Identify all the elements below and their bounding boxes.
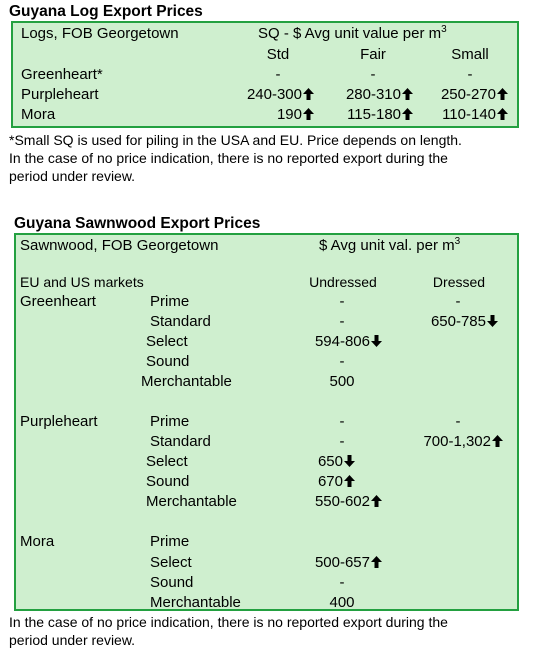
log-footnote: *Small SQ is used for piling in the USA and EU. Price depends on length. bbox=[9, 132, 462, 148]
sawn-grade-label: Select bbox=[146, 453, 188, 470]
sawn-cell: 500-657 bbox=[315, 554, 382, 572]
sawn-grade-label: Prime bbox=[150, 293, 190, 310]
sawn-grade-label: Sound bbox=[146, 353, 190, 370]
sawn-cell: 594-806 bbox=[315, 333, 382, 351]
sawn-grade-label: Standard bbox=[150, 433, 211, 450]
arrow-up-icon bbox=[497, 108, 508, 120]
log-col-small: Small bbox=[451, 46, 489, 63]
sawn-cell: 700-1,302 bbox=[423, 433, 503, 451]
sawn-grade-label: Merchantable bbox=[146, 493, 237, 510]
sawn-table-title: Guyana Sawnwood Export Prices bbox=[14, 215, 261, 232]
sawn-cell: 400 bbox=[329, 594, 355, 611]
arrow-up-icon bbox=[303, 108, 314, 120]
arrow-down-icon bbox=[487, 315, 498, 327]
sawn-species-name: Mora bbox=[20, 533, 55, 550]
arrow-down-icon bbox=[371, 335, 382, 347]
sawn-species-name: Greenheart bbox=[20, 293, 96, 310]
arrow-up-icon bbox=[303, 88, 314, 100]
sawn-cell: - bbox=[339, 353, 345, 370]
sawn-species-name: Purpleheart bbox=[20, 413, 98, 430]
log-footnote: In the case of no price indication, there is no reported export during the bbox=[9, 150, 448, 166]
arrow-up-icon bbox=[402, 108, 413, 120]
log-cell: 280-310 bbox=[346, 86, 413, 104]
sawn-col-undressed: Undressed bbox=[309, 274, 377, 290]
sawn-grade-label: Merchantable bbox=[141, 373, 232, 390]
sawn-cell: - bbox=[455, 413, 461, 430]
sawn-cell: - bbox=[339, 433, 345, 450]
sawn-cell: 650 bbox=[318, 453, 355, 471]
log-footnote: period under review. bbox=[9, 168, 136, 184]
sawn-grade-label: Sound bbox=[146, 473, 190, 490]
log-cell: 240-300 bbox=[247, 86, 314, 104]
log-cell: 110-140 bbox=[442, 106, 508, 124]
arrow-up-icon bbox=[497, 88, 508, 100]
sawn-col-dressed: Dressed bbox=[432, 274, 486, 290]
sawn-cell: - bbox=[339, 413, 345, 430]
arrow-down-icon bbox=[344, 455, 355, 467]
log-cell: - bbox=[275, 66, 281, 83]
log-cell: - bbox=[370, 66, 376, 83]
sawn-grade-label: Prime bbox=[150, 413, 190, 430]
sawn-grade-label: Select bbox=[146, 333, 188, 350]
sawn-cell: - bbox=[339, 293, 345, 310]
log-row-name: Mora bbox=[21, 106, 56, 123]
sawn-cell: - bbox=[455, 293, 461, 310]
log-cell: 190 bbox=[277, 106, 314, 124]
arrow-up-icon bbox=[371, 495, 382, 507]
sawn-grade-label: Prime bbox=[150, 533, 190, 550]
sawn-cell: 550-602 bbox=[315, 493, 382, 511]
sawn-cell: 500 bbox=[329, 373, 355, 390]
sawn-grade-label: Standard bbox=[150, 313, 211, 330]
arrow-up-icon bbox=[492, 435, 503, 447]
sawn-table-subtitle: Sawnwood, FOB Georgetown bbox=[20, 237, 219, 254]
log-unit-label: SQ - $ Avg unit value per $m^3$ bbox=[258, 24, 447, 42]
sawn-cell: 650-785 bbox=[431, 313, 498, 331]
sawn-grade-label: Merchantable bbox=[150, 594, 241, 611]
log-cell: 250-270 bbox=[441, 86, 508, 104]
log-cell: - bbox=[467, 66, 473, 83]
sawn-cell: - bbox=[339, 574, 345, 591]
sawn-cell: - bbox=[339, 313, 345, 330]
log-cell: 115-180 bbox=[347, 106, 413, 124]
log-table-title: Guyana Log Export Prices bbox=[9, 3, 203, 20]
log-col-fair: Fair bbox=[360, 46, 386, 63]
log-col-std: Std bbox=[266, 46, 290, 63]
arrow-up-icon bbox=[344, 475, 355, 487]
sawn-footnote: period under review. bbox=[9, 632, 136, 648]
sawn-markets-label: EU and US markets bbox=[20, 274, 144, 290]
log-row-name: Purpleheart bbox=[21, 86, 99, 103]
sawn-grade-label: Select bbox=[150, 554, 192, 571]
log-table-subtitle: Logs, FOB Georgetown bbox=[21, 25, 179, 42]
arrow-up-icon bbox=[402, 88, 413, 100]
sawn-grade-label: Sound bbox=[150, 574, 194, 591]
sawn-footnote: In the case of no price indication, there is no reported export during the bbox=[9, 614, 448, 630]
log-row-name: Greenheart* bbox=[21, 66, 103, 83]
arrow-up-icon bbox=[371, 556, 382, 568]
sawn-cell: 670 bbox=[318, 473, 355, 491]
sawn-unit-label: $ Avg unit val. per $m^3$ bbox=[319, 236, 461, 254]
